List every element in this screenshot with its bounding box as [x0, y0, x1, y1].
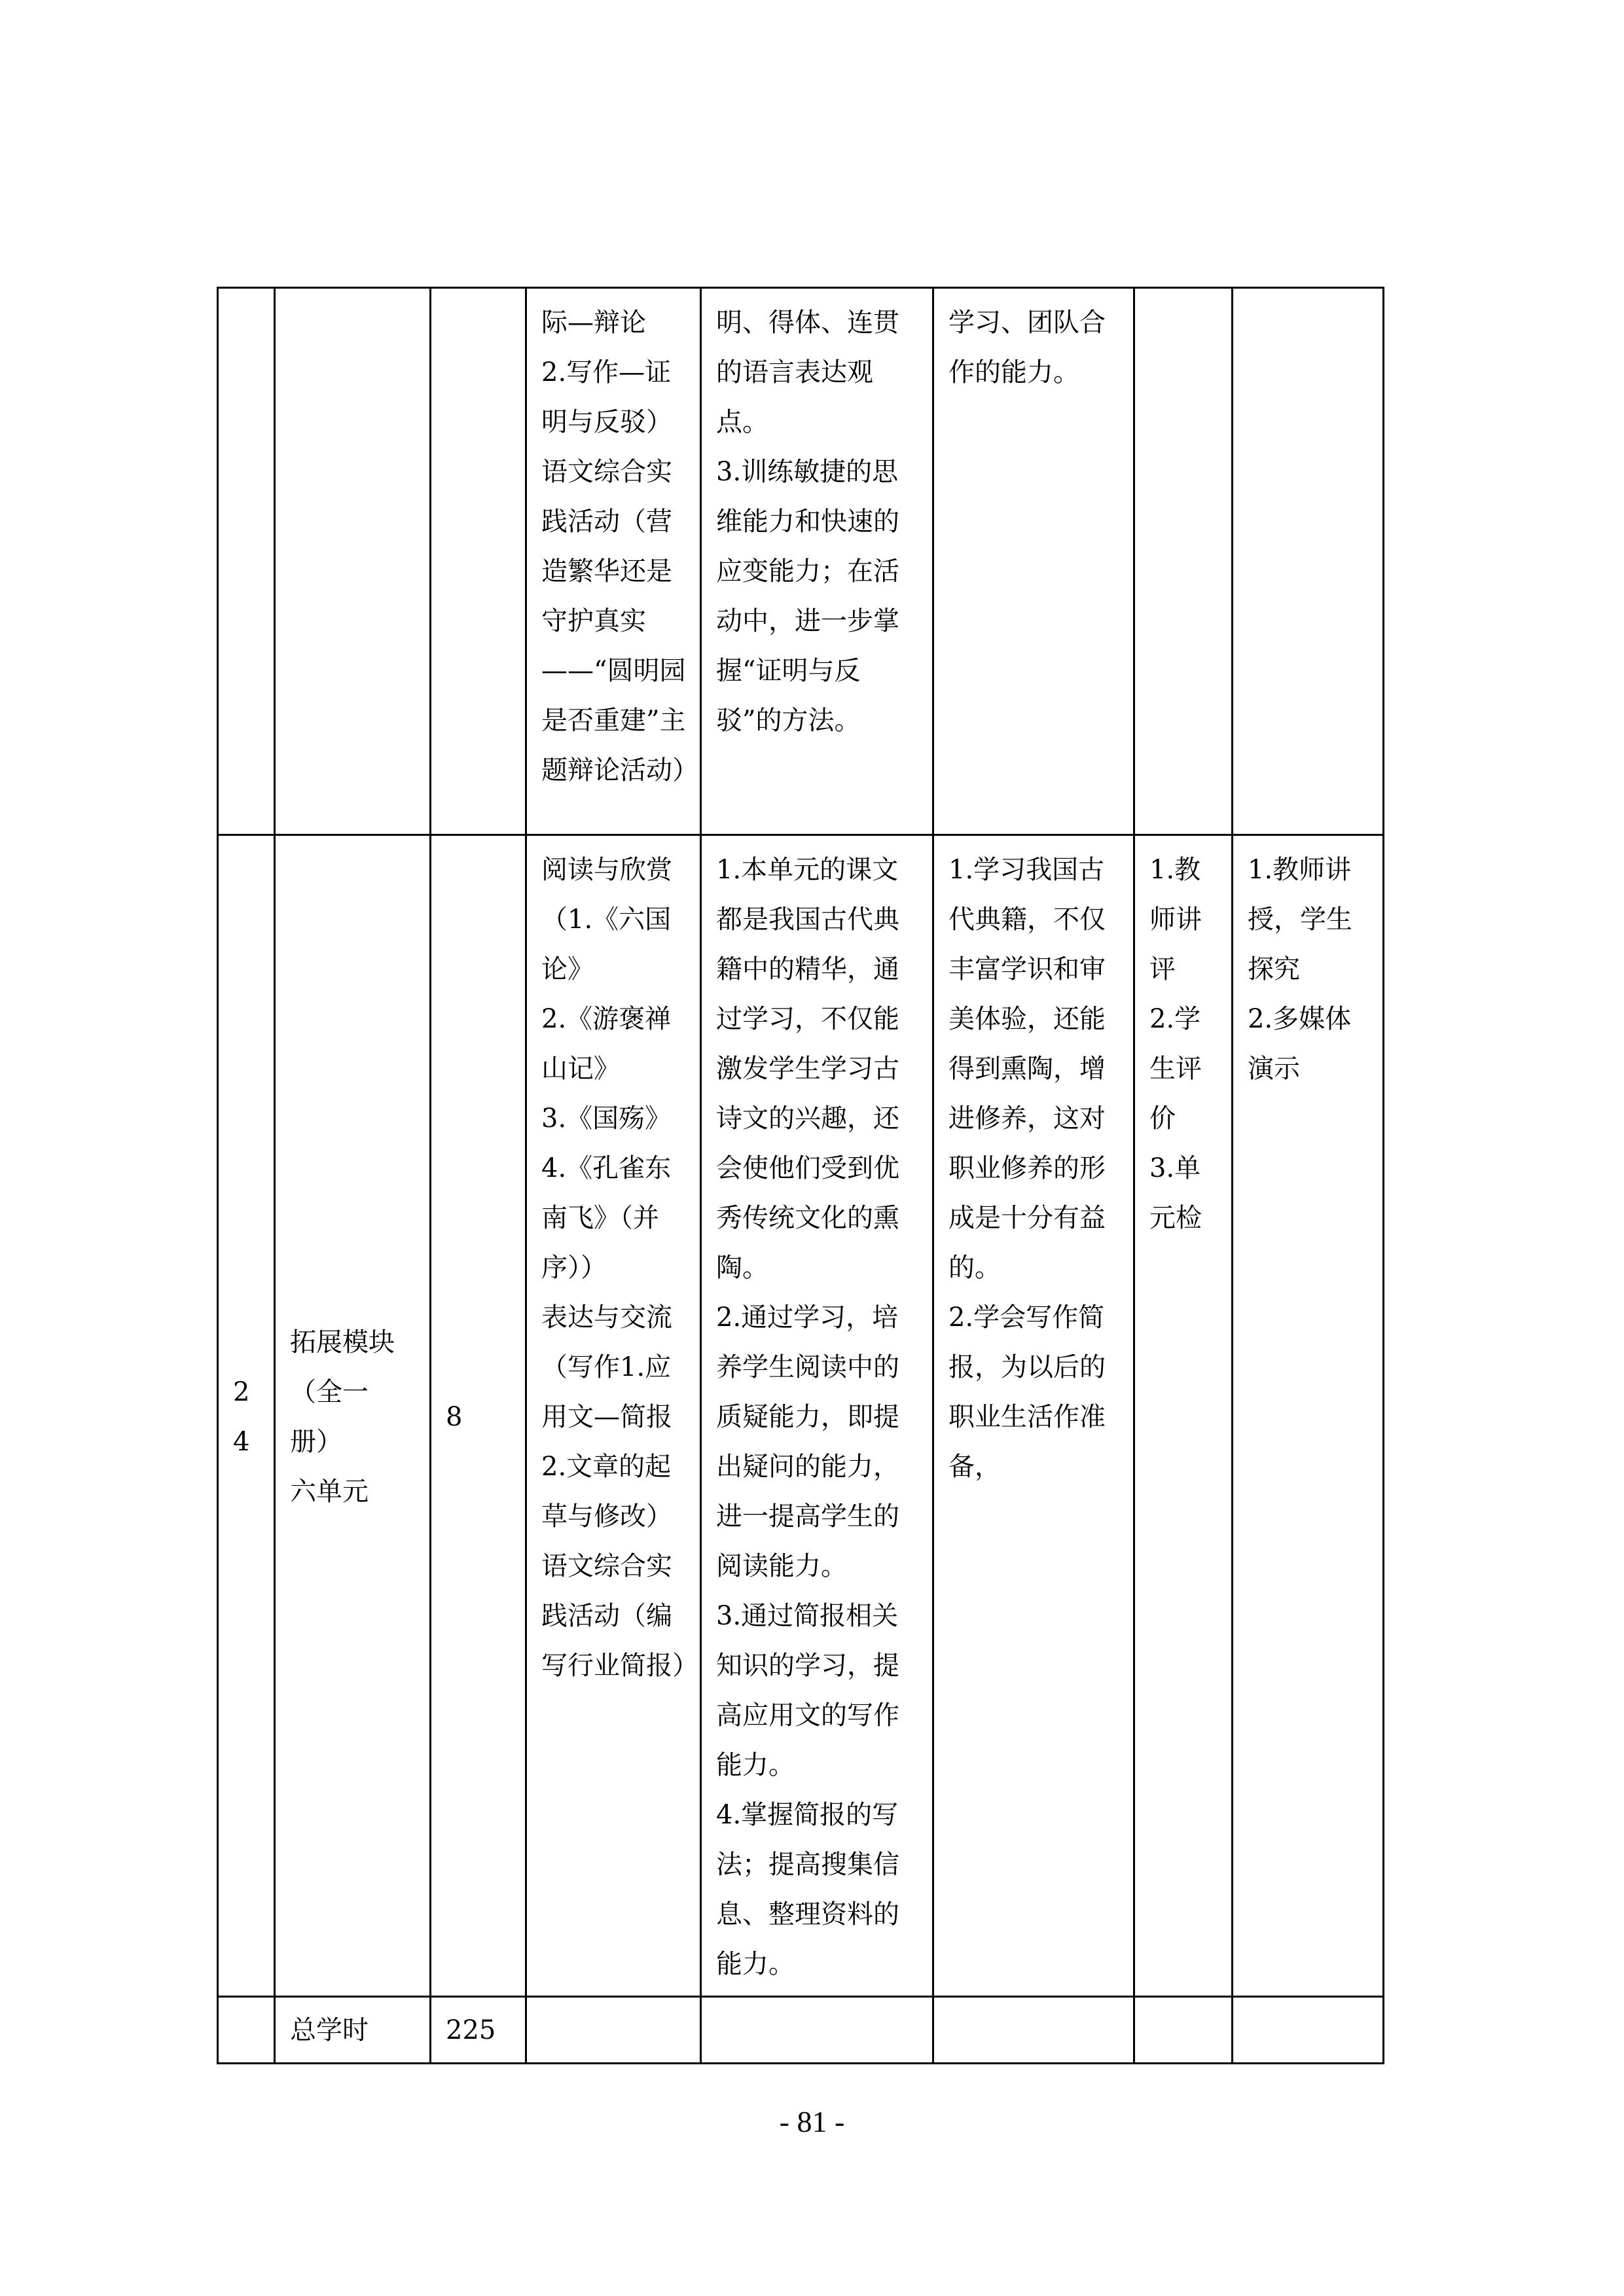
cell-methods: [1233, 1997, 1384, 2064]
cell-methods: 1.教师讲授，学生探究 2.多媒体演示: [1233, 835, 1384, 1997]
cell-module: 拓展模块（全一册） 六单元: [275, 835, 431, 1997]
cell-content: 际—辩论 2.写作—证明与反驳） 语文综合实践活动（营造繁华还是守护真实——“圆明园是否重建”主题辩论活动）: [526, 288, 701, 835]
cell-hours: 225: [431, 1997, 526, 2064]
cell-methods: [1233, 288, 1384, 835]
cell-requirements: 1.学习我国古代典籍，不仅丰富学识和审美体验，还能得到熏陶，增进修养，这对职业修养的形成是十分有益的。 2.学会写作简报，为以后的职业生活作准备，: [933, 835, 1134, 1997]
cell-requirements: [933, 1997, 1134, 2064]
cell-content: [526, 1997, 701, 2064]
cell-assessment: [1134, 288, 1233, 835]
cell-module: 总学时: [275, 1997, 431, 2064]
cell-hours: 8: [431, 835, 526, 1997]
table-row: [218, 288, 1384, 835]
cell-number: [218, 288, 275, 835]
cell-content: 阅读与欣赏（1.《六国论》 2.《游褒禅山记》 3.《国殇》 4.《孔雀东南飞》（并序）） 表达与交流（写作1.应用文—简报 2.文章的起草与修改） 语文综合实践活动（编写行业简报）: [526, 835, 701, 1997]
table-row: [218, 835, 1384, 1997]
cell-hours: [431, 288, 526, 835]
cell-goals: [701, 1997, 933, 2064]
cell-requirements: 学习、团队合作的能力。: [933, 288, 1134, 835]
syllabus-table: [217, 287, 1384, 2064]
cell-assessment: 1.教师讲评 2.学生评价 3.单元检: [1134, 835, 1233, 1997]
page-number: - 81 -: [779, 2105, 845, 2138]
table-row-total: [218, 1997, 1384, 2064]
cell-number: 24: [218, 835, 275, 1997]
cell-goals: 明、得体、连贯的语言表达观点。 3.训练敏捷的思维能力和快速的应变能力；在活动中，进一步掌握“证明与反驳”的方法。: [701, 288, 933, 835]
cell-goals: 1.本单元的课文都是我国古代典籍中的精华，通过学习，不仅能激发学生学习古诗文的兴趣，还会使他们受到优秀传统文化的熏陶。 2.通过学习，培养学生阅读中的质疑能力，即提出疑问的能力，进一提高学生的阅读能力。 3.通过简报相关知识的学习，提高应用文的写作能力。 4.掌握简报的写法；提高搜集信息、整理资料的能力。: [701, 835, 933, 1997]
cell-assessment: [1134, 1997, 1233, 2064]
cell-module: [275, 288, 431, 835]
cell-number: [218, 1997, 275, 2064]
